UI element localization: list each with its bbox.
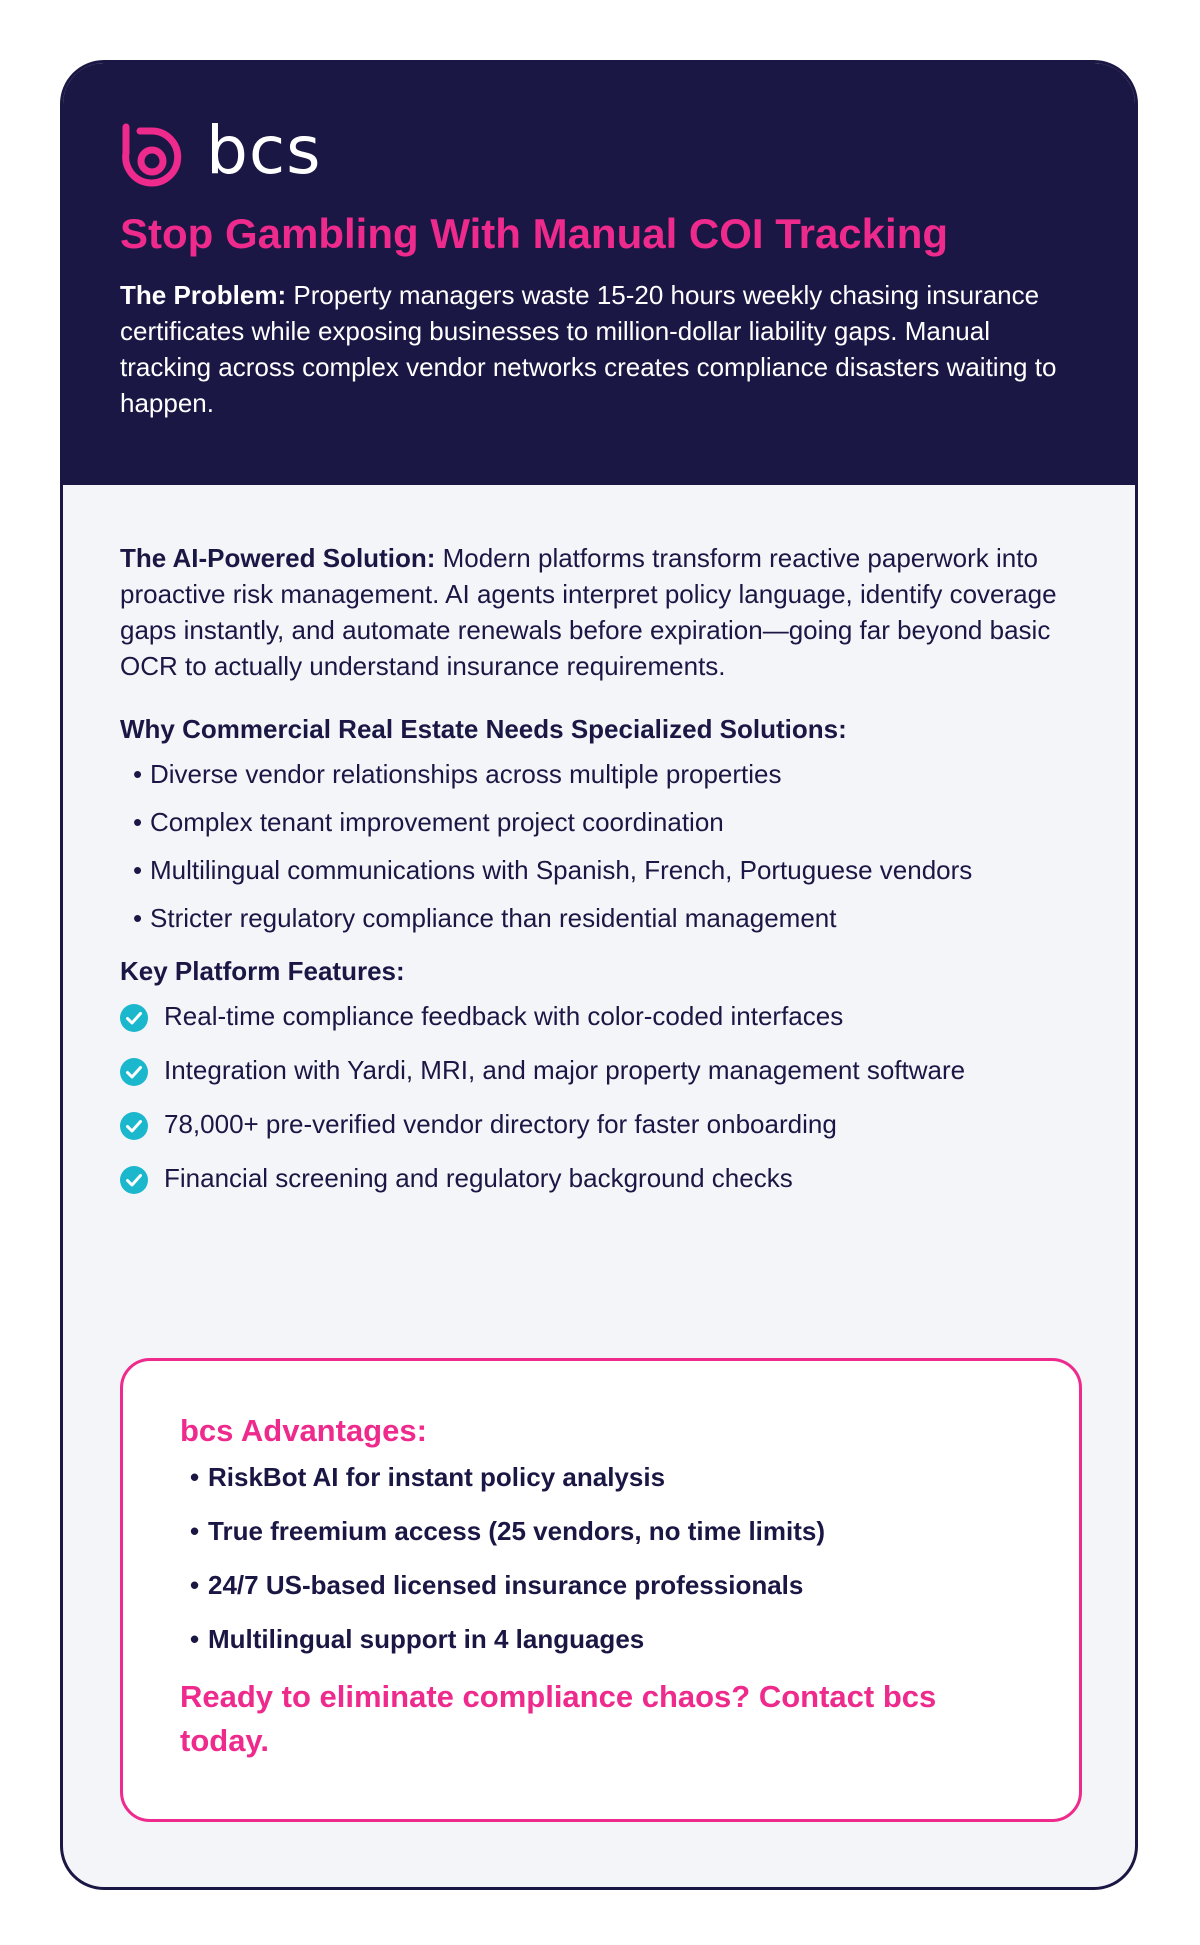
feature-item [120, 1160, 1078, 1196]
bcs-logo-icon [120, 123, 182, 189]
bullet-dot-icon: • [133, 759, 143, 789]
list-item-text: Stricter regulatory compliance than residential management [150, 903, 837, 933]
bullet-dot-icon: • [190, 1462, 200, 1492]
feature-item [120, 1052, 1078, 1088]
advantages-title: bcs Advantages: [180, 1413, 427, 1448]
solution-lead: The AI-Powered Solution: [120, 543, 436, 573]
list-item-text: 24/7 US-based licensed insurance professionals [208, 1570, 804, 1600]
feature-item-text: Real-time compliance feedback with color-coded interfaces [164, 1001, 844, 1031]
list-item-text: Multilingual communications with Spanish, French, Portuguese vendors [150, 855, 973, 885]
flyer-card [60, 60, 1138, 1890]
list-item [180, 1459, 1022, 1495]
list-item [120, 852, 1078, 888]
page-title: Stop Gambling With Manual COI Tracking [120, 210, 949, 257]
list-item [180, 1567, 1022, 1603]
feature-item-text: Integration with Yardi, MRI, and major property management software [164, 1055, 966, 1085]
header-section [63, 63, 1135, 485]
check-circle-icon [120, 1004, 148, 1032]
check-circle-icon [120, 1058, 148, 1086]
problem-lead: The Problem: [120, 279, 287, 310]
list-item-text: Diverse vendor relationships across multiple properties [150, 759, 782, 789]
bullet-dot-icon: • [190, 1516, 200, 1546]
advantages-list [180, 1459, 1022, 1657]
list-item-text: Complex tenant improvement project coordination [150, 807, 724, 837]
why-title: Why Commercial Real Estate Needs Specialized Solutions: [120, 714, 847, 744]
feature-item-text: 78,000+ pre-verified vendor directory for faster onboarding [164, 1109, 837, 1139]
feature-item [120, 1106, 1078, 1142]
list-item [180, 1621, 1022, 1657]
list-item-text: RiskBot AI for instant policy analysis [208, 1462, 666, 1492]
bullet-dot-icon: • [133, 807, 143, 837]
advantages-box [120, 1358, 1082, 1822]
list-item-text: Multilingual support in 4 languages [208, 1624, 645, 1654]
list-item [120, 900, 1078, 936]
feature-item-text: Financial screening and regulatory background checks [164, 1163, 793, 1193]
bullet-dot-icon: • [190, 1624, 200, 1654]
bullet-dot-icon: • [133, 903, 143, 933]
features-list [120, 998, 1078, 1196]
list-item-text: True freemium access (25 vendors, no time limits) [208, 1516, 826, 1546]
content-section [63, 485, 1135, 1196]
brand-name: bcs [206, 112, 322, 189]
why-list [120, 756, 1078, 936]
solution-paragraph [120, 540, 1078, 684]
brand-logo [120, 112, 1078, 194]
check-circle-icon [120, 1112, 148, 1140]
call-to-action: Ready to eliminate compliance chaos? Contact bcs today. [180, 1679, 937, 1758]
problem-text: Property managers waste 15-20 hours weekly chasing insurance certificates while exposing businesses to million-dollar liability gaps. Manual tracking across complex vendor networks creates compliance disasters waiting to happen. [120, 279, 1057, 418]
solution-text: Modern platforms transform reactive paperwork into proactive risk management. AI agents interpret policy language, identify coverage gaps instantly, and automate renewals before expiration—going far beyond basic OCR to actually understand insurance requirements. [120, 543, 1057, 681]
list-item [120, 804, 1078, 840]
features-title: Key Platform Features: [120, 956, 405, 986]
list-item [180, 1513, 1022, 1549]
bullet-dot-icon: • [190, 1570, 200, 1600]
bullet-dot-icon: • [133, 855, 143, 885]
feature-item [120, 998, 1078, 1034]
problem-paragraph [120, 277, 1078, 421]
check-circle-icon [120, 1166, 148, 1194]
list-item [120, 756, 1078, 792]
